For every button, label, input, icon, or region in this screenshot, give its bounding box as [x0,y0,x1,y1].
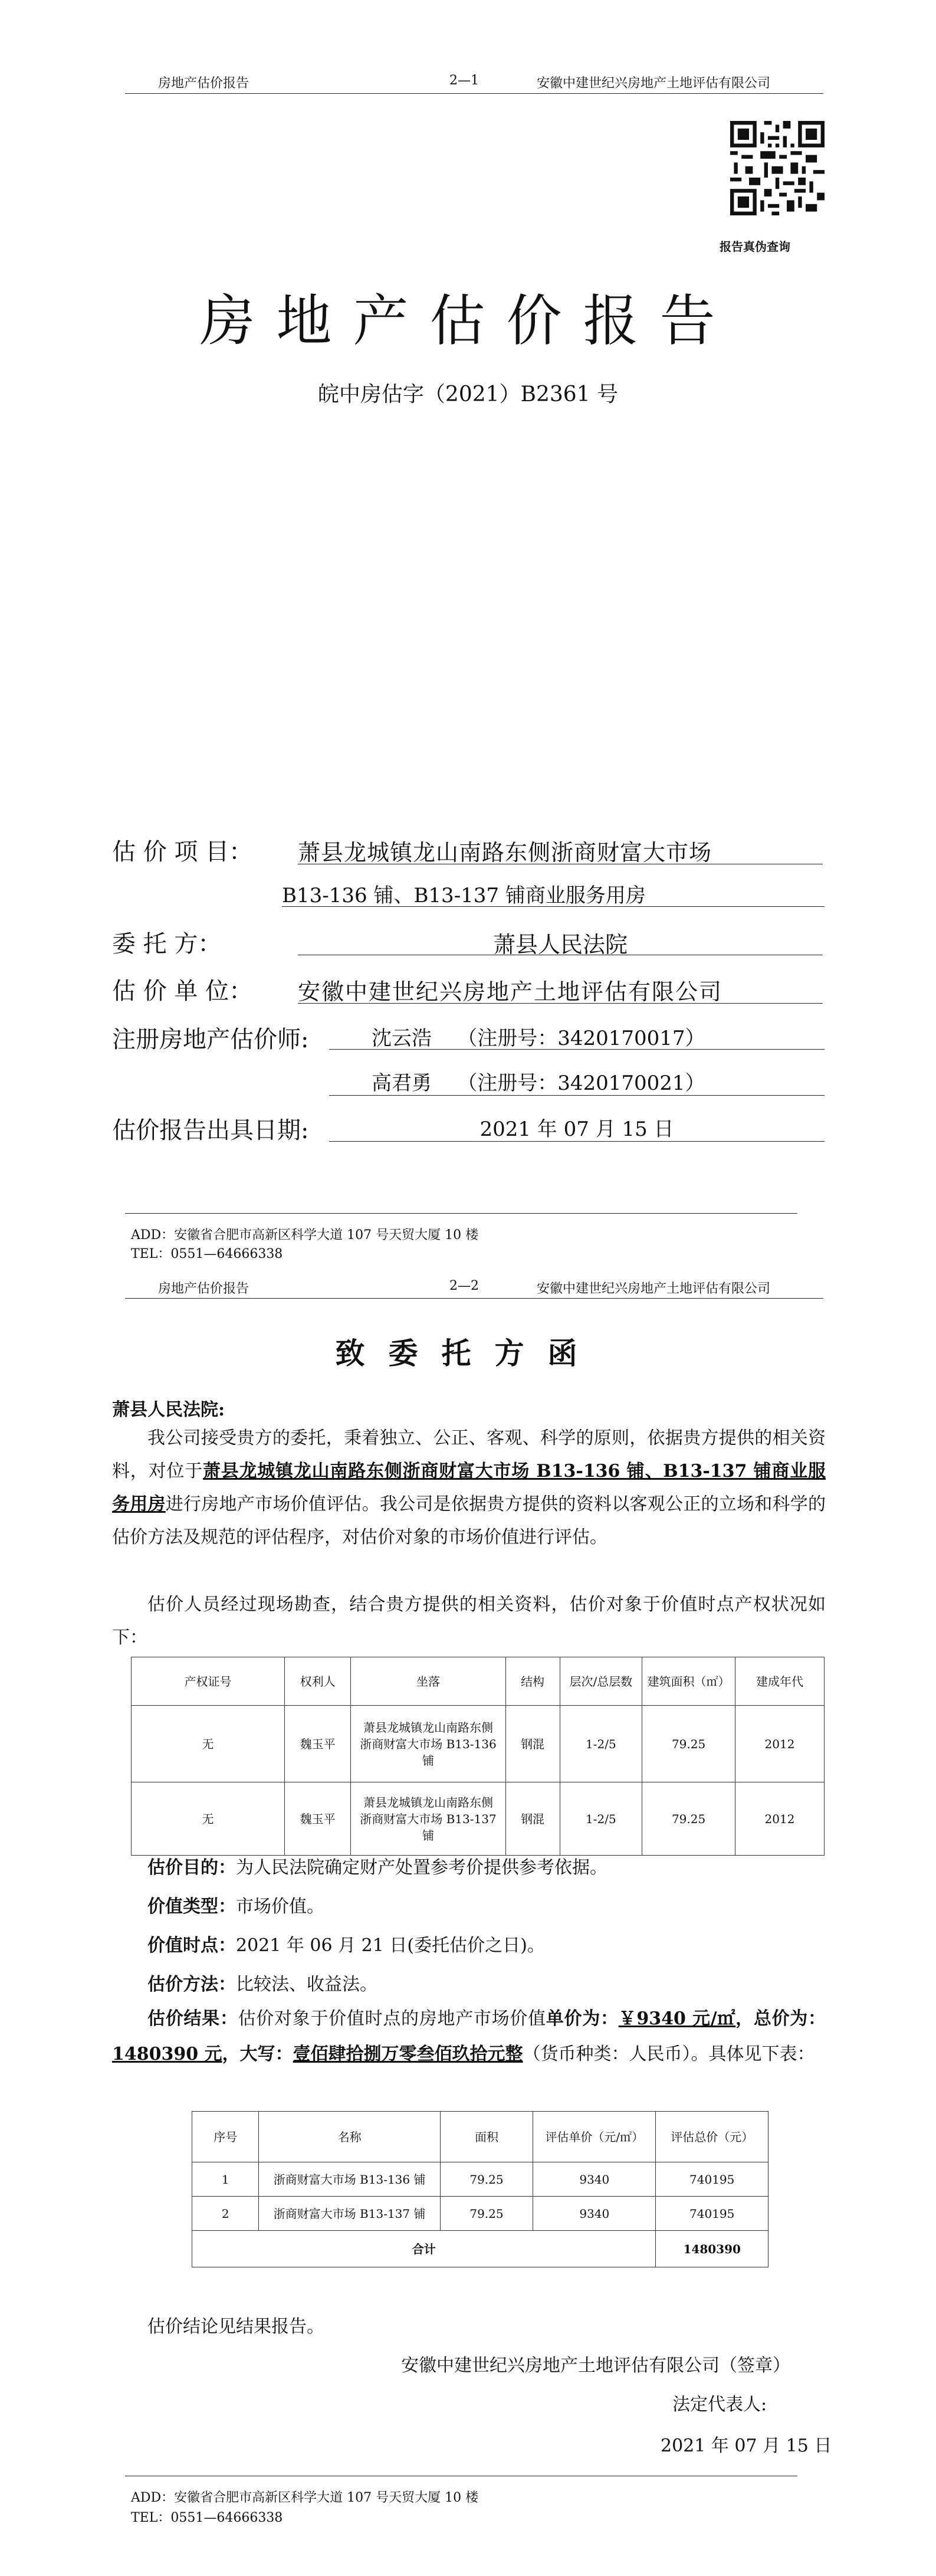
header-left: 房地产估价报告 [158,1282,249,1296]
table-header: 建筑面积（㎡） [642,1657,735,1706]
unit-price: ￥9340 元/㎡ [618,2008,736,2029]
total-price: 1480390 元 [112,2044,222,2064]
table-row [132,1782,825,1856]
table-cell: 79.25 [440,2162,533,2197]
upper-label: ，大写： [222,2044,293,2064]
footer-tel: TEL：0551—64666338 [131,1247,283,1261]
purpose-line [147,1853,607,1879]
method-label: 估价方法： [147,1974,236,1995]
table-cell: 79.25 [440,2197,533,2231]
qr-caption: 报告真伪查询 [720,240,790,254]
method-line [147,1969,377,1995]
unit-price-label: 单价为： [546,2008,619,2029]
table-cell: 萧县龙城镇龙山南路东侧浙商财富大市场 B13-136 铺 [351,1706,505,1782]
item-underline-2 [282,906,825,907]
header-page-number: 2—1 [449,73,479,88]
table-cell: 2012 [735,1782,824,1856]
table-header: 产权证号 [132,1657,285,1706]
table-header: 评估总价（元） [656,2112,768,2162]
table-cell: 740195 [656,2162,768,2197]
para-1-a: 我公司接受贵方的委托，秉着独立、公正、客观、科学的原则，依据贵方提供的相关资料，对位于 [112,1428,826,1482]
table-cell: 无 [132,1706,285,1782]
table-row [132,1706,825,1782]
legal-representative: 法定代表人: [672,2394,767,2415]
result-text-2: （货币种类：人民币）。具体见下表： [523,2044,815,2064]
table-cell: 79.25 [642,1782,735,1856]
appraiser-label: 注册房地产估价师: [112,1026,309,1053]
date-label: 估价报告出具日期: [112,1117,309,1144]
table-cell: 9340 [533,2197,656,2231]
table-row [192,2197,768,2231]
table-header: 面积 [440,2112,533,2162]
table-cell: 浙商财富大市场 B13-137 铺 [259,2197,440,2231]
footer-tel: TEL：0551—64666338 [131,2511,283,2525]
para-1 [112,1422,826,1554]
signature: 安徽中建世纪兴房地产土地评估有限公司（签章） [401,2355,790,2376]
table-cell: 魏玉平 [284,1706,350,1782]
unit-underline [298,1003,823,1004]
table-total-value: 1480390 [656,2231,768,2267]
table-header: 坐落 [351,1657,505,1706]
result-label: 估价结果： [147,2008,238,2029]
table-header: 名称 [259,2112,440,2162]
para-2: 估价人员经过现场勘查，结合贵方提供的相关资料，估价对象于价值时点产权状况如下： [112,1594,826,1648]
appraiser-underline-1 [329,1049,825,1050]
appraiser-1: 沈云浩 （注册号：3420170017） [372,1027,705,1050]
valuation-table [192,2111,768,2267]
result-text-1: 估价对象于价值时点的房地产市场价值 [238,2008,546,2029]
purpose-label: 估价目的： [147,1857,236,1878]
appraiser-2: 高君勇 （注册号：3420170021） [372,1071,705,1095]
header-company: 安徽中建世纪兴房地产土地评估有限公司 [537,76,771,91]
table-header: 权利人 [284,1657,350,1706]
appraiser-underline-2 [329,1095,825,1096]
table-cell: 钢混 [505,1706,560,1782]
date-underline [329,1141,825,1142]
table-row [192,2162,768,2197]
purpose-value: 为人民法院确定财产处置参考价提供参考依据。 [236,1857,607,1878]
table-cell: 1-2/5 [560,1782,642,1856]
para-1-c: 进行房地产市场价值评估。我公司是依据贵方提供的资料以客观公正的立场和科学的估价方法及规范的评估程序，对估价对象的市场价值进行评估。 [112,1494,826,1548]
report-title: 房地产估价报告 [199,289,737,353]
table-cell: 79.25 [642,1706,735,1782]
header-left: 房地产估价报告 [158,76,249,91]
table-cell: 魏玉平 [284,1782,350,1856]
table-header: 评估单价（元/㎡） [533,2112,656,2162]
table-cell: 2 [192,2197,259,2231]
footer-address: ADD：安徽省合肥市高新区科学大道 107 号天贸大厦 10 楼 [131,1228,479,1243]
header-page-number: 2—2 [449,1279,479,1293]
value-type-value: 市场价值。 [236,1896,324,1917]
item-value-line1: 萧县龙城镇龙山南路东侧浙商财富大市场 [298,840,712,866]
letter-date: 2021 年 07 月 15 日 [661,2436,832,2456]
header-rule [125,93,823,94]
table-header: 层次/总层数 [560,1657,642,1706]
table-total-label: 合计 [192,2231,656,2267]
header-company: 安徽中建世纪兴房地产土地评估有限公司 [537,1282,771,1296]
header-rule [125,1298,823,1299]
client-value: 萧县人民法院 [492,932,628,958]
property-rights-table [131,1657,825,1856]
table-header-row [132,1657,825,1706]
footer-address: ADD：安徽省合肥市高新区科学大道 107 号天贸大厦 10 楼 [131,2490,479,2505]
table-cell: 9340 [533,2162,656,2197]
conclusion: 估价结论见结果报告。 [147,2316,324,2337]
unit-label: 估 价 单 位： [112,978,253,1005]
table-cell: 1-2/5 [560,1706,642,1782]
table-cell: 无 [132,1782,285,1856]
value-type-label: 价值类型： [147,1896,236,1917]
unit-value: 安徽中建世纪兴房地产土地评估有限公司 [298,979,723,1005]
value-date-value: 2021 年 06 月 21 日(委托估价之日)。 [236,1935,545,1956]
method-value: 比较法、收益法。 [236,1974,377,1995]
table-cell: 浙商财富大市场 B13-136 铺 [259,2162,440,2197]
report-number: 皖中房估字（2021）B2361 号 [317,382,619,407]
value-date-line [147,1931,545,1956]
value-type-line [147,1892,324,1918]
item-value-line2: B13-136 铺、B13-137 铺商业服务用房 [282,884,646,907]
total-label: ，总价为： [735,2008,826,2029]
table-cell: 萧县龙城镇龙山南路东侧浙商财富大市场 B13-137 铺 [351,1782,505,1856]
table-total-row [192,2231,768,2267]
table-header: 结构 [505,1657,560,1706]
date-value: 2021 年 07 月 15 日 [480,1117,674,1141]
table-header-row [192,2112,768,2162]
item-label: 估 价 项 目： [112,838,253,866]
table-header: 建成年代 [735,1657,824,1706]
letter-title: 致委托方函 [335,1336,601,1371]
value-date-label: 价值时点： [147,1935,236,1956]
table-cell: 740195 [656,2197,768,2231]
table-cell: 钢混 [505,1782,560,1856]
qr-code-icon [730,121,825,215]
result-paragraph [112,2001,826,2072]
para-1-property: 萧县龙城镇龙山南路东侧浙商财富大市场 B13-136 铺、B13-137 铺商业服务用房 [112,1461,826,1515]
footer-rule [125,1213,797,1214]
client-label: 委 托 方： [112,930,222,958]
table-cell: 1 [192,2162,259,2197]
table-cell: 2012 [735,1706,824,1782]
table-header: 序号 [192,2112,259,2162]
total-in-words: 壹佰肆拾捌万零叁佰玖拾元整 [293,2044,523,2064]
salutation: 萧县人民法院: [112,1400,225,1420]
